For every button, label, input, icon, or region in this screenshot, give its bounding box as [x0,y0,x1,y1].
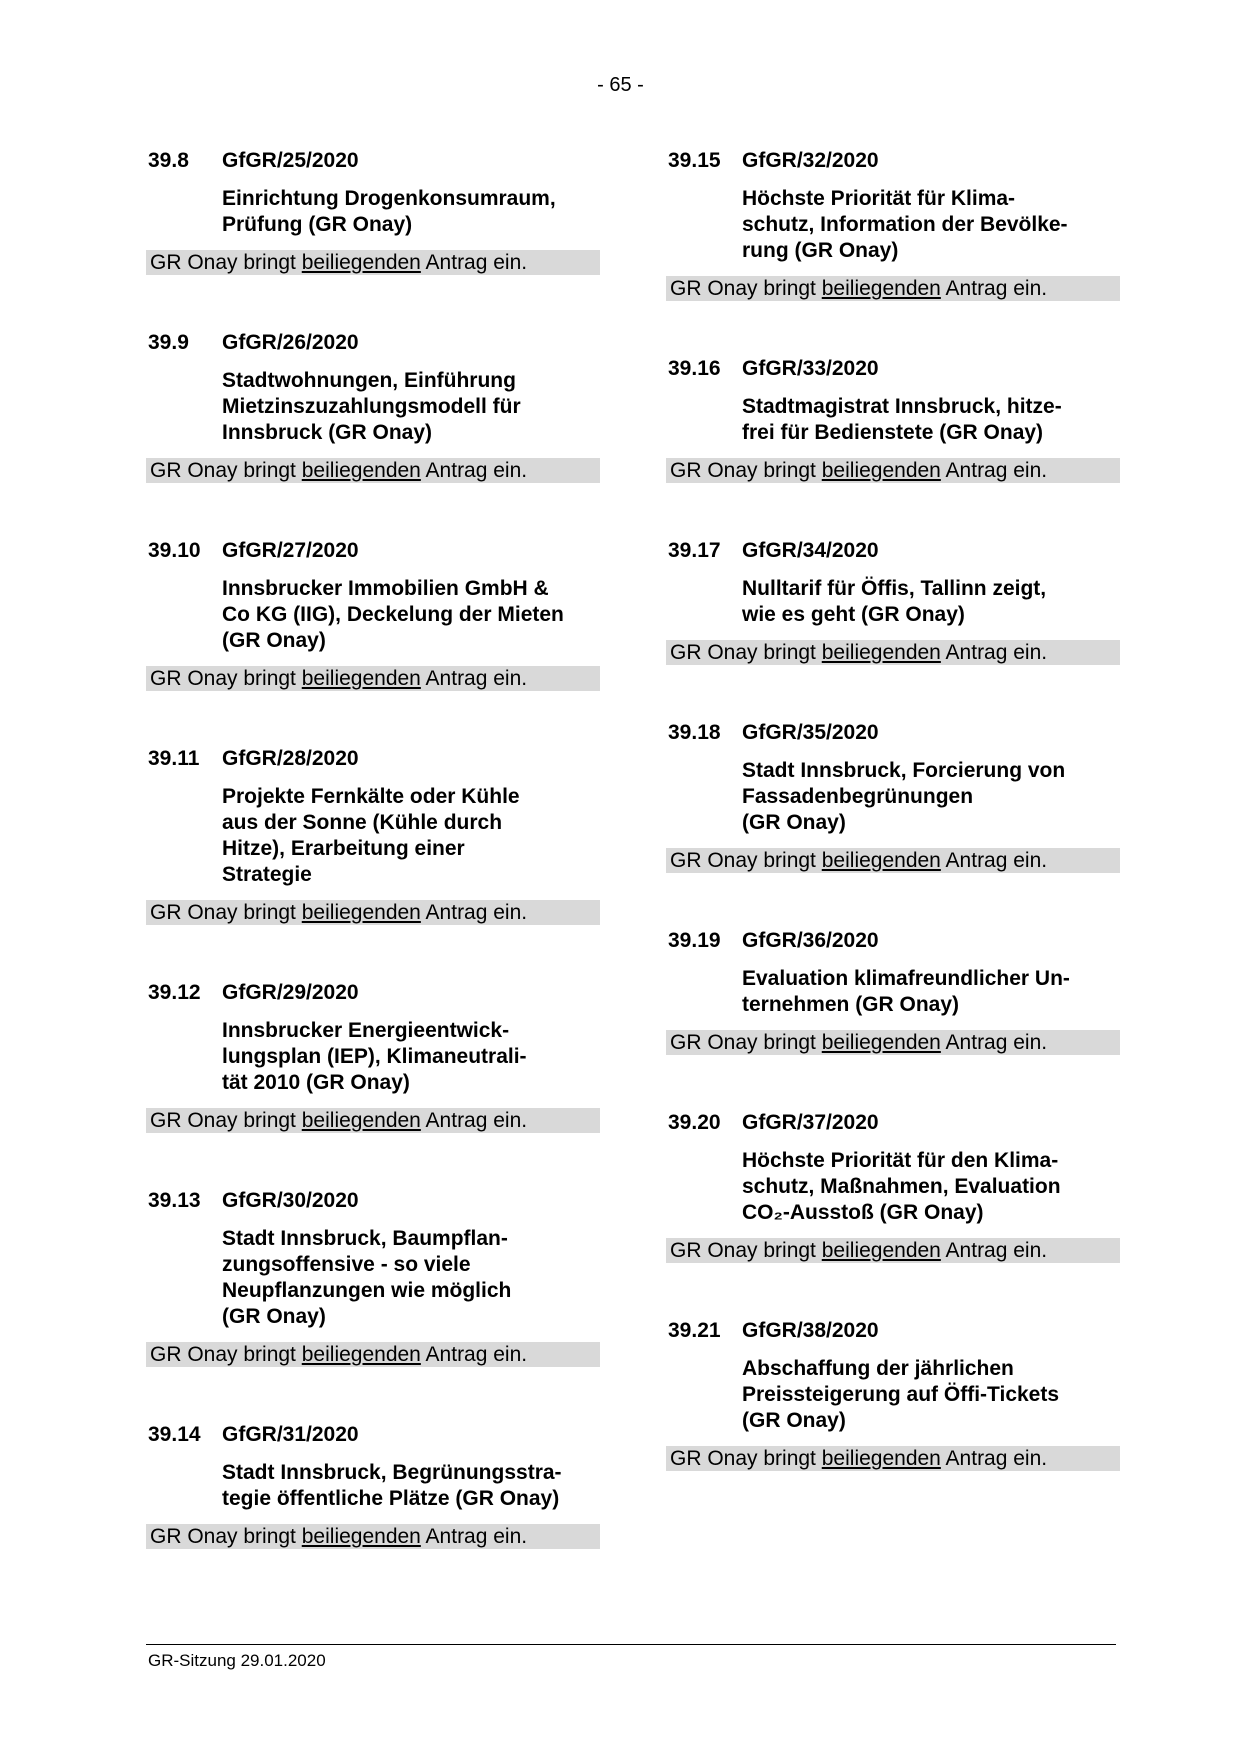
item-code: GfGR/31/2020 [222,1423,359,1446]
item-code: GfGR/35/2020 [742,721,879,744]
agenda-item [146,980,601,1096]
item-title: Stadt Innsbruck, Baumpflan- zungsoffensive - so viele Neupflanzungen wie möglich (GR Onay) [222,1227,512,1328]
item-code: GfGR/34/2020 [742,539,879,562]
motion-line: GR Onay bringt beiliegenden Antrag ein. [666,1446,1120,1471]
motion-link[interactable]: beiliegenden [301,1525,421,1548]
motion-link[interactable]: beiliegenden [301,667,421,690]
item-number: 39.20 [668,1111,721,1134]
page-number: - 65 - [597,74,644,96]
agenda-item [146,1422,601,1512]
agenda-item [666,356,1121,446]
motion-line: GR Onay bringt beiliegenden Antrag ein. [146,250,600,275]
agenda-item [146,148,601,238]
motion-link[interactable]: beiliegenden [821,1239,941,1262]
motion-link[interactable]: beiliegenden [821,641,941,664]
agenda-item [666,148,1121,264]
item-title: Abschaffung der jährlichen Preissteigerung auf Öffi-Tickets (GR Onay) [742,1357,1060,1432]
item-code: GfGR/32/2020 [742,149,879,172]
motion-link[interactable]: beiliegenden [301,251,421,274]
item-code: GfGR/36/2020 [742,929,879,952]
footer-divider [146,1644,1116,1645]
agenda-item [146,746,601,888]
motion-line: GR Onay bringt beiliegenden Antrag ein. [666,848,1120,873]
agenda-item [666,720,1121,836]
motion-link[interactable]: beiliegenden [301,459,421,482]
motion-line: GR Onay bringt beiliegenden Antrag ein. [146,1524,600,1549]
item-title: Nulltarif für Öffis, Tallinn zeigt, wie es geht (GR Onay) [742,577,1047,626]
motion-line: GR Onay bringt beiliegenden Antrag ein. [666,1030,1120,1055]
item-code: GfGR/33/2020 [742,357,879,380]
motion-line: GR Onay bringt beiliegenden Antrag ein. [146,666,600,691]
item-code: GfGR/26/2020 [222,331,359,354]
item-code: GfGR/29/2020 [222,981,359,1004]
item-title: Innsbrucker Energieentwick- lungsplan (IEP), Klimaneutrali- tät 2010 (GR Onay) [222,1019,527,1094]
item-code: GfGR/25/2020 [222,149,359,172]
item-title: Projekte Fernkälte oder Kühle aus der Sonne (Kühle durch Hitze), Erarbeitung einer Strategie [222,785,520,886]
agenda-item [666,538,1121,628]
item-title: Stadt Innsbruck, Forcierung von Fassadenbegrünungen (GR Onay) [742,759,1066,834]
motion-line: GR Onay bringt beiliegenden Antrag ein. [146,458,600,483]
motion-line: GR Onay bringt beiliegenden Antrag ein. [146,1108,600,1133]
motion-line: GR Onay bringt beiliegenden Antrag ein. [666,1238,1120,1263]
motion-link[interactable]: beiliegenden [821,849,941,872]
agenda-item [666,928,1121,1018]
item-code: GfGR/38/2020 [742,1319,879,1342]
agenda-item [146,538,601,654]
item-title: Höchste Priorität für den Klima- schutz, Maßnahmen, Evaluation CO₂-Ausstoß (GR Onay) [742,1149,1061,1224]
motion-link[interactable]: beiliegenden [821,1447,941,1470]
motion-link[interactable]: beiliegenden [821,277,941,300]
item-number: 39.17 [668,539,721,562]
agenda-item [666,1318,1121,1434]
item-title: Innsbrucker Immobilien GmbH & Co KG (IIG), Deckelung der Mieten (GR Onay) [222,577,564,652]
motion-link[interactable]: beiliegenden [301,1109,421,1132]
item-number: 39.13 [148,1189,201,1212]
agenda-item [666,1110,1121,1226]
item-code: GfGR/30/2020 [222,1189,359,1212]
item-number: 39.21 [668,1319,721,1342]
motion-line: GR Onay bringt beiliegenden Antrag ein. [146,900,600,925]
motion-line: GR Onay bringt beiliegenden Antrag ein. [146,1342,600,1367]
item-number: 39.11 [148,747,200,770]
item-title: Stadtwohnungen, Einführung Mietzinszuzahlungsmodell für Innsbruck (GR Onay) [222,369,521,444]
item-number: 39.14 [148,1423,201,1446]
item-code: GfGR/28/2020 [222,747,359,770]
item-title: Evaluation klimafreundlicher Un- ternehmen (GR Onay) [742,967,1070,1016]
item-title: Einrichtung Drogenkonsumraum, Prüfung (GR Onay) [222,187,556,236]
motion-line: GR Onay bringt beiliegenden Antrag ein. [666,458,1120,483]
motion-line: GR Onay bringt beiliegenden Antrag ein. [666,640,1120,665]
item-number: 39.18 [668,721,721,744]
item-title: Stadt Innsbruck, Begrünungsstra- tegie öffentliche Plätze (GR Onay) [222,1461,562,1510]
item-number: 39.15 [668,149,721,172]
item-code: GfGR/37/2020 [742,1111,879,1134]
motion-link[interactable]: beiliegenden [821,1031,941,1054]
item-title: Stadtmagistrat Innsbruck, hitze- frei für Bedienstete (GR Onay) [742,395,1062,444]
item-number: 39.9 [148,331,189,354]
item-number: 39.12 [148,981,201,1004]
motion-line: GR Onay bringt beiliegenden Antrag ein. [666,276,1120,301]
item-title: Höchste Priorität für Klima- schutz, Information der Bevölke- rung (GR Onay) [742,187,1068,262]
motion-link[interactable]: beiliegenden [301,901,421,924]
item-number: 39.10 [148,539,201,562]
motion-link[interactable]: beiliegenden [821,459,941,482]
item-number: 39.8 [148,149,189,172]
agenda-item [146,1188,601,1330]
item-code: GfGR/27/2020 [222,539,359,562]
item-number: 39.19 [668,929,721,952]
item-number: 39.16 [668,357,721,380]
footer-text: GR-Sitzung 29.01.2020 [148,1651,326,1670]
motion-link[interactable]: beiliegenden [301,1343,421,1366]
agenda-item [146,330,601,446]
